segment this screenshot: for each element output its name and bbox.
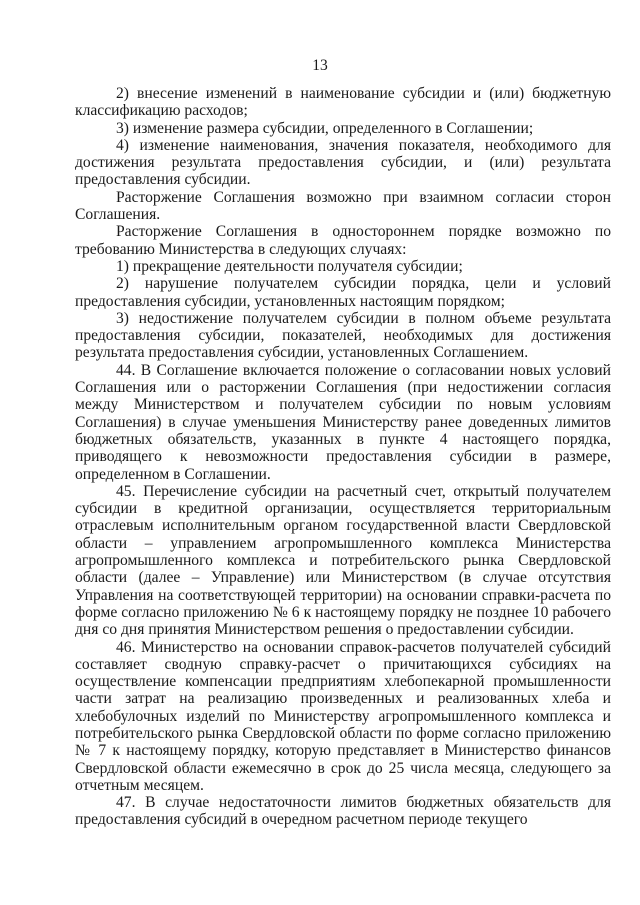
paragraph-44: 44. В Соглашение включается положение о согласовании новых условий Соглашения или о расторжении Соглашения (при недостижении согласия между Министерством и получателем субсидии по новым условиям Соглашения) в случае уменьшения Министерству ранее доведенных лимитов бюджетных обязательств, указанных в пункте 4 настоящего порядка, приводящего к невозможности предоставления субсидии в размере, определенном в Соглашении. [75,361,611,483]
paragraph-item-3: 3) изменение размера субсидии, определенного в Соглашении; [116,119,534,137]
document-body [75,85,611,829]
paragraph-45: 45. Перечисление субсидии на расчетный счет, открытый получателем субсидии в кредитной организации, осуществляется территориальным отраслевым исполнительным органом государственной власти Свердловской области – управлением агропромышленного комплекса Министерства агропромышленного комплекса и потребительского рынка Свердловской области (далее – Управление) или Министерством (в случае отсутствия Управления на соответствующей территории) на основании справки-расчета по форме согласно приложению № 6 к настоящему порядку не позднее 10 рабочего дня со дня принятия Министерством решения о предоставлении субсидии. [75,482,611,639]
paragraph-termination-mutual: Расторжение Соглашения возможно при взаимном согласии сторон Соглашения. [75,188,611,224]
paragraph-case-1: 1) прекращение деятельности получателя субсидии; [116,257,463,275]
paragraph-case-3: 3) недостижение получателем субсидии в полном объеме результата предоставления субсидии, показателей, необходимых для достижения результата предоставления субсидии, установленных Соглашением. [75,309,611,362]
paragraph-item-2: 2) внесение изменений в наименование субсидии и (или) бюджетную классификацию расходов; [75,85,611,120]
paragraph-46: 46. Министерство на основании справок-расчетов получателей субсидий составляет сводную справку-расчет о причитающихся субсидиях на осуществление компенсации предприятиям хлебопекарной промышленности части затрат на реализацию произведенных и реализованных хлеба и хлебобулочных изделий по Министерству агропромышленного комплекса и потребительского рынка Свердловской области по форме согласно приложению № 7 к настоящему порядку, которую представляет в Министерство финансов Свердловской области ежемесячно в срок до 25 числа месяца, следующего за отчетным месяцем. [75,638,611,794]
paragraph-case-2: 2) нарушение получателем субсидии порядка, цели и условий предоставления субсидии, установленных настоящим порядком; [75,275,611,310]
paragraph-item-4: 4) изменение наименования, значения показателя, необходимого для достижения результата предоставления субсидии, и (или) результата предоставления субсидии. [75,136,611,189]
paragraph-47: 47. В случае недостаточности лимитов бюджетных обязательств для предоставления субсидий в очередном расчетном периоде текущего [75,794,611,829]
paragraph-termination-unilateral: Расторжение Соглашения в одностороннем порядке возможно по требованию Министерства в следующих случаях: [75,223,611,258]
page-number: 13 [312,57,328,74]
